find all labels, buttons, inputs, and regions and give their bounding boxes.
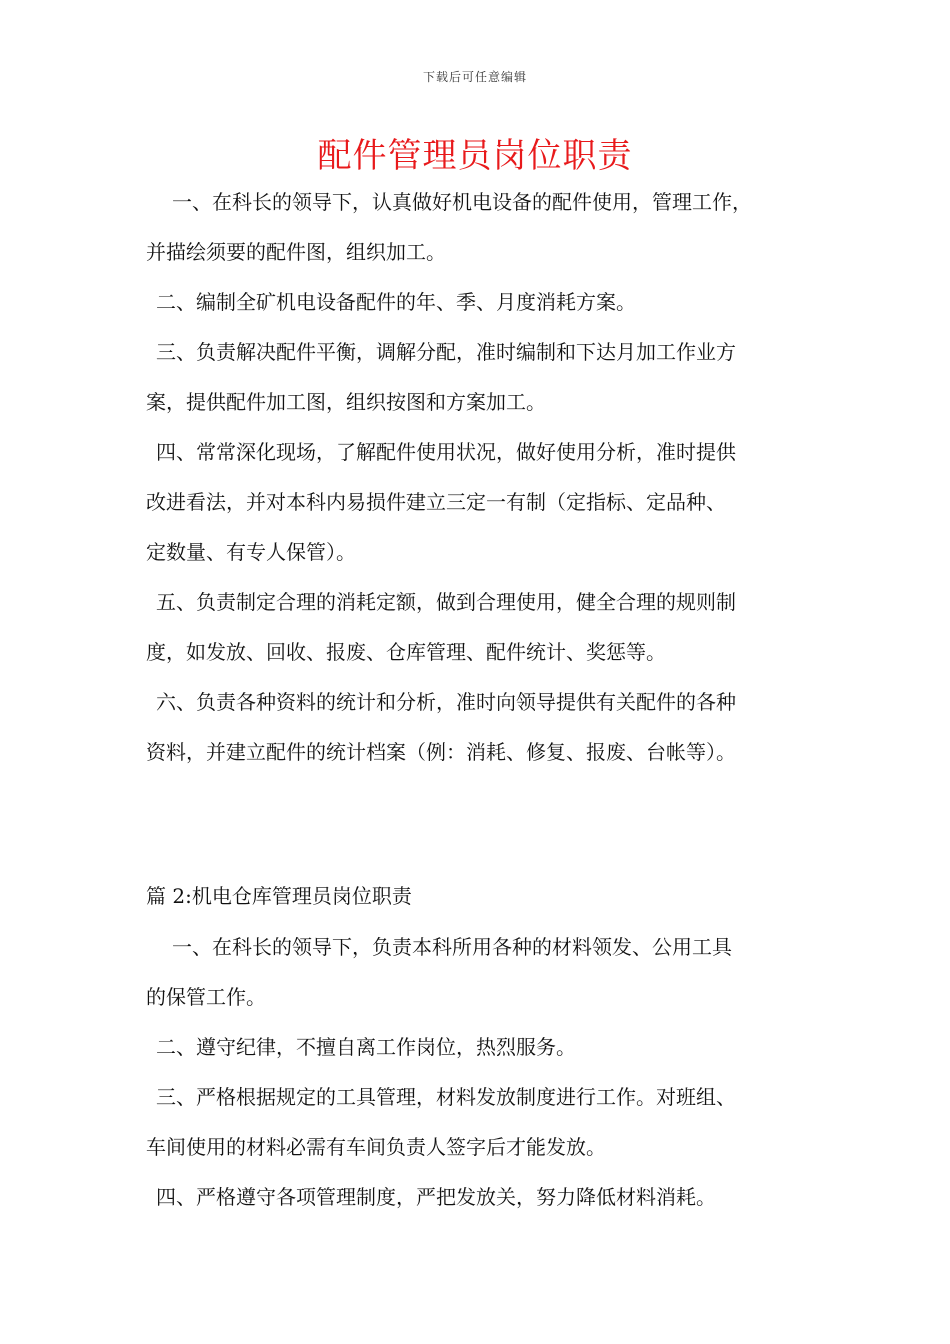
paragraph-line: 四、常常深化现场，了解配件使用状况，做好使用分析，准时提供 xyxy=(156,440,736,464)
paragraph-line: 二、遵守纪律，不擅自离工作岗位，热烈服务。 xyxy=(156,1035,576,1059)
paragraph-line: 一、在科长的领导下，负责本科所用各种的材料领发、公用工具 xyxy=(172,935,732,959)
paragraph-line: 四、严格遵守各项管理制度，严把发放关，努力降低材料消耗。 xyxy=(156,1185,716,1209)
paragraph-line: 案，提供配件加工图，组织按图和方案加工。 xyxy=(146,390,546,414)
paragraph-line: 三、负责解决配件平衡，调解分配，准时编制和下达月加工作业方 xyxy=(156,340,736,364)
header-note: 下载后可任意编辑 xyxy=(422,70,527,84)
section-2-body xyxy=(146,922,836,1222)
paragraph-line: 车间使用的材料必需有车间负责人签字后才能发放。 xyxy=(146,1135,606,1159)
section-1-body xyxy=(146,177,836,777)
paragraph-line: 资料，并建立配件的统计档案（例：消耗、修复、报废、台帐等）。 xyxy=(146,740,736,764)
paragraph-line: 一、在科长的领导下，认真做好机电设备的配件使用，管理工作， xyxy=(172,190,752,214)
paragraph-line: 二、编制全矿机电设备配件的年、季、月度消耗方案。 xyxy=(156,290,636,314)
paragraph-line: 的保管工作。 xyxy=(146,985,266,1009)
paragraph-line: 改进看法，并对本科内易损件建立三定一有制（定指标、定品种、 xyxy=(146,490,726,514)
paragraph-line: 定数量、有专人保管）。 xyxy=(146,540,356,564)
paragraph-line: 三、严格根据规定的工具管理，材料发放制度进行工作。对班组、 xyxy=(156,1085,736,1109)
section-2-title: 篇 2:机电仓库管理员岗位职责 xyxy=(146,884,412,908)
paragraph-line: 并描绘须要的配件图，组织加工。 xyxy=(146,240,446,264)
paragraph-line: 度，如发放、回收、报废、仓库管理、配件统计、奖惩等。 xyxy=(146,640,666,664)
document-title: 配件管理员岗位职责 xyxy=(317,136,633,176)
paragraph-line: 五、负责制定合理的消耗定额，做到合理使用，健全合理的规则制 xyxy=(156,590,736,614)
paragraph-line: 六、负责各种资料的统计和分析，准时向领导提供有关配件的各种 xyxy=(156,690,736,714)
